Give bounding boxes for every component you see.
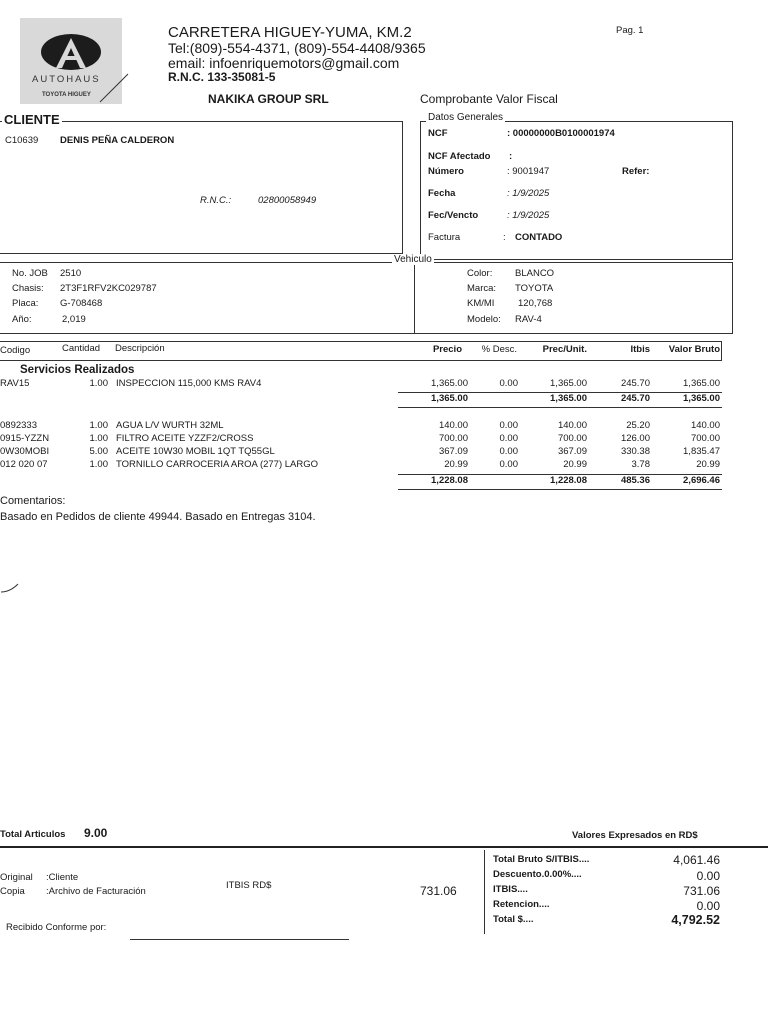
col-codigo: Codigo — [0, 345, 31, 356]
ano-label: Año: — [12, 314, 32, 325]
parts-subtotal-rule-bottom — [398, 489, 722, 490]
subtotal-precio: 1,365.00 — [431, 393, 468, 404]
copia-value: :Archivo de Facturación — [46, 886, 146, 897]
cell-itbis: 126.00 — [620, 433, 650, 444]
ncf-afectado-label: NCF Afectado — [428, 151, 491, 162]
col-valor-bruto: Valor Bruto — [668, 344, 720, 355]
color-label: Color: — [467, 268, 493, 279]
cell-itbis: 245.70 — [620, 378, 650, 389]
cell-cantidad: 1.00 — [89, 433, 108, 444]
subtotal-prec-unit: 1,365.00 — [550, 393, 587, 404]
job-label: No. JOB — [12, 268, 48, 279]
marca-value: TOYOTA — [515, 283, 554, 294]
client-rnc-value: 02800058949 — [258, 195, 317, 206]
cell-cantidad: 1.00 — [89, 420, 108, 431]
col-prec-unit: Prec/Unit. — [542, 344, 587, 355]
cell-precio: 20.99 — [444, 459, 468, 470]
signature-line — [130, 939, 349, 940]
subtotal-valor-bruto: 1,365.00 — [683, 393, 720, 404]
cell-descripcion: AGUA L/V WURTH 32ML — [116, 420, 224, 431]
ncf-afectado-value: : — [509, 151, 513, 162]
general-data-title: Datos Generales — [428, 112, 504, 123]
table-row — [0, 433, 768, 447]
received-by-label: Recibido Conforme por: — [6, 922, 107, 933]
modelo-label: Modelo: — [467, 314, 501, 325]
summary-discount-value: 0.00 — [696, 869, 720, 883]
cell-precio: 140.00 — [438, 420, 468, 431]
numero-label: Número — [428, 166, 464, 177]
client-rnc-label: R.N.C.: — [200, 195, 232, 206]
client-name: DENIS PEÑA CALDERON — [60, 135, 175, 146]
summary-retention-label: Retencion.... — [493, 899, 550, 910]
original-value: :Cliente — [46, 872, 79, 883]
col-cantidad: Cantidad — [62, 343, 101, 354]
company-email: email: infoenriquemotors@gmail.com — [168, 55, 400, 71]
total-items-value: 9.00 — [84, 826, 108, 840]
cell-prec-unit: 367.09 — [557, 446, 587, 457]
client-code: C10639 — [5, 135, 39, 146]
ano-value: 2,019 — [62, 314, 86, 325]
cell-codigo: 0892333 — [0, 420, 37, 431]
modelo-value: RAV-4 — [515, 314, 542, 325]
summary-itbis-value: 731.06 — [683, 884, 720, 898]
color-value: BLANCO — [515, 268, 555, 279]
parts-subtotal-precio: 1,228.08 — [431, 475, 468, 486]
original-label: Original — [0, 872, 33, 883]
cell-precio: 367.09 — [438, 446, 468, 457]
cell-desc: 0.00 — [499, 446, 518, 457]
logo-brand: AUTOHAUS — [32, 74, 101, 85]
cell-valor-bruto: 1,365.00 — [683, 378, 720, 389]
cell-valor-bruto: 1,835.47 — [683, 446, 720, 457]
cell-valor-bruto: 140.00 — [690, 420, 720, 431]
cell-cantidad: 5.00 — [89, 446, 108, 457]
cell-descripcion: TORNILLO CARROCERIA AROA (277) LARGO — [116, 459, 319, 470]
table-row — [0, 420, 768, 434]
summary-discount-label: Descuento.0.00%.... — [493, 869, 582, 880]
fecha-label: Fecha — [428, 188, 456, 199]
cell-cantidad: 1.00 — [89, 459, 108, 470]
factura-label: Factura — [428, 232, 461, 243]
summary-gross-value: 4,061.46 — [673, 853, 720, 867]
table-row — [0, 378, 768, 392]
cell-desc: 0.00 — [499, 433, 518, 444]
cell-valor-bruto: 20.99 — [696, 459, 720, 470]
currency-note: Valores Expresados en RD$ — [572, 830, 698, 841]
summary-total-label: Total $.... — [493, 914, 534, 925]
cell-desc: 0.00 — [499, 459, 518, 470]
cell-descripcion: ACEITE 10W30 MOBIL 1QT TQ55GL — [116, 446, 275, 457]
cell-codigo: 0915-YZZN — [0, 433, 50, 444]
summary-total-value: 4,792.52 — [671, 913, 720, 927]
col-descripcion: Descripción — [115, 343, 165, 354]
cell-itbis: 330.38 — [620, 446, 650, 457]
copia-label: Copia — [0, 886, 25, 897]
summary-retention-value: 0.00 — [696, 899, 720, 913]
cell-codigo: 0W30MOBI — [0, 446, 50, 457]
cell-desc: 0.00 — [499, 378, 518, 389]
summary-divider — [484, 850, 485, 934]
cell-valor-bruto: 700.00 — [690, 433, 720, 444]
parts-subtotal-row — [0, 475, 768, 489]
company-address: CARRETERA HIGUEY-YUMA, KM.2 — [168, 24, 412, 41]
cell-precio: 700.00 — [438, 433, 468, 444]
cell-prec-unit: 1,365.00 — [550, 378, 587, 389]
logo-sub: TOYOTA HIGUEY — [42, 92, 91, 98]
section-title: Servicios Realizados — [20, 364, 135, 376]
vehicle-divider — [414, 262, 415, 334]
total-items-label: Total Articulos — [0, 829, 66, 840]
parts-subtotal-itbis: 485.36 — [620, 475, 650, 486]
company-phones: Tel:(809)-554-4371, (809)-554-4408/9365 — [168, 40, 426, 56]
table-row — [0, 446, 768, 460]
col-desc: % Desc. — [481, 344, 517, 355]
parts-subtotal-prec-unit: 1,228.08 — [550, 475, 587, 486]
cell-codigo: RAV15 — [0, 378, 30, 389]
scan-mark-icon — [0, 582, 22, 596]
cell-prec-unit: 140.00 — [557, 420, 587, 431]
itbis-value: 731.06 — [420, 884, 457, 898]
company-name: NAKIKA GROUP SRL — [208, 92, 329, 106]
summary-itbis-label: ITBIS.... — [493, 884, 528, 895]
footer-rule — [0, 846, 768, 848]
col-itbis: Itbis — [630, 344, 650, 355]
vencto-value: : 1/9/2025 — [507, 210, 550, 221]
chasis-label: Chasis: — [12, 283, 44, 294]
parts-subtotal-valor-bruto: 2,696.46 — [683, 475, 720, 486]
job-value: 2510 — [60, 268, 82, 279]
company-rnc: R.N.C. 133-35081-5 — [168, 70, 276, 84]
refer-label: Refer: — [622, 166, 650, 177]
marca-label: Marca: — [467, 283, 497, 294]
numero-value: : 9001947 — [507, 166, 550, 177]
cell-codigo: 012 020 07 — [0, 459, 48, 470]
cell-itbis: 25.20 — [626, 420, 650, 431]
chasis-value: 2T3F1RFV2KC029787 — [60, 283, 157, 294]
services-subtotal-row — [0, 393, 768, 407]
col-precio: Precio — [432, 344, 462, 355]
cell-prec-unit: 700.00 — [557, 433, 587, 444]
factura-value: CONTADO — [515, 232, 563, 243]
itbis-label: ITBIS RD$ — [226, 880, 272, 891]
km-value: 120,768 — [518, 298, 553, 309]
summary-gross-label: Total Bruto S/ITBIS.... — [493, 854, 590, 865]
cell-desc: 0.00 — [499, 420, 518, 431]
page-number: Pag. 1 — [616, 25, 644, 36]
placa-label: Placa: — [12, 298, 39, 309]
cell-precio: 1,365.00 — [431, 378, 468, 389]
subtotal-rule-bottom — [398, 407, 722, 408]
client-title: CLIENTE — [4, 112, 60, 127]
table-row — [0, 459, 768, 473]
vehicle-title: Vehiculo — [394, 254, 432, 265]
comments-text: Basado en Pedidos de cliente 49944. Basado en Entregas 3104. — [0, 511, 316, 523]
cell-descripcion: FILTRO ACEITE YZZF2/CROSS — [116, 433, 254, 444]
general-data-box — [420, 121, 733, 260]
comments-label: Comentarios: — [0, 495, 66, 507]
ncf-value: : 00000000B0100001974 — [507, 128, 615, 139]
subtotal-itbis: 245.70 — [620, 393, 650, 404]
cell-itbis: 3.78 — [631, 459, 650, 470]
cell-cantidad: 1.00 — [89, 378, 108, 389]
fecha-value: : 1/9/2025 — [507, 188, 550, 199]
cell-descripcion: INSPECCION 115,000 KMS RAV4 — [116, 378, 262, 389]
factura-colon: : — [503, 232, 506, 243]
placa-value: G-708468 — [60, 298, 103, 309]
cell-prec-unit: 20.99 — [563, 459, 587, 470]
logo-slash-mark — [98, 70, 132, 104]
document-type: Comprobante Valor Fiscal — [420, 92, 558, 106]
vencto-label: Fec/Vencto — [428, 210, 479, 221]
ncf-label: NCF — [428, 128, 448, 139]
km-label: KM/MI — [467, 298, 495, 309]
vehicle-box — [0, 262, 733, 334]
